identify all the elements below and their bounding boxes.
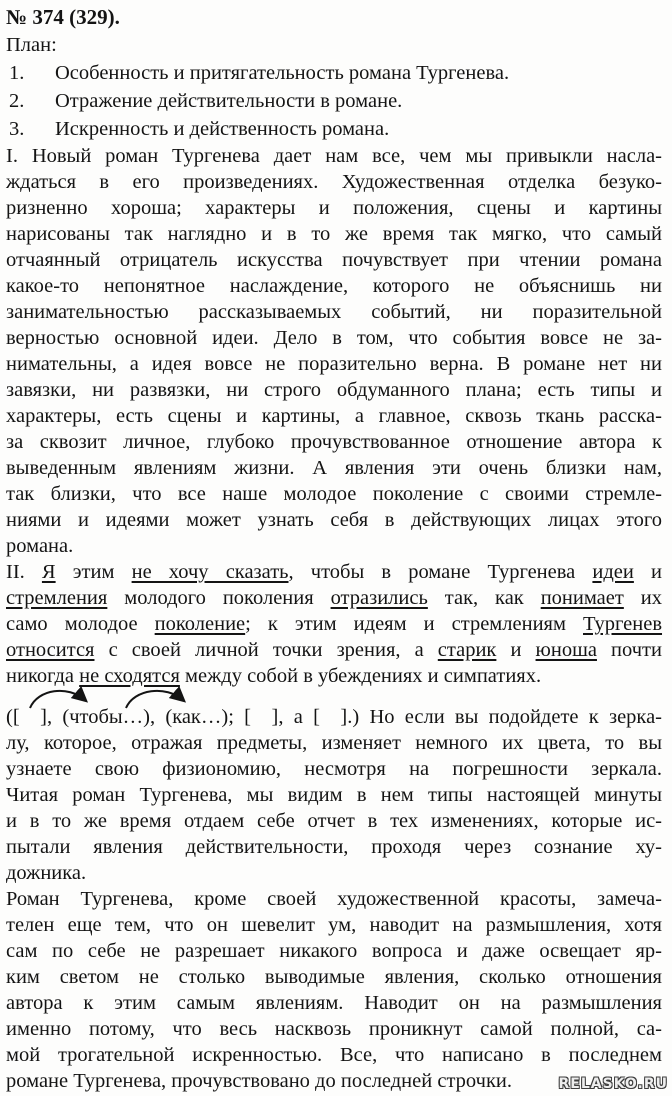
text-segment: никогда: [6, 665, 80, 687]
underlined-word: не сходятся: [79, 665, 180, 687]
text-segment: почти: [596, 639, 662, 661]
text-segment: II.: [6, 561, 42, 583]
text-line: занимательностью рассказываемых событий, ни поразительной: [6, 301, 662, 323]
paragraph-1: [6, 143, 662, 559]
plan-item-number: 2.: [9, 90, 25, 112]
text-line: ждаться в его произведениях. Художественная отделка безуко-: [6, 171, 662, 193]
plan-item-number: 1.: [9, 62, 25, 84]
paragraph-4: [6, 886, 662, 1094]
text-line: выведенным явлениям жизни. А явления эти очень близки нам,: [6, 457, 662, 479]
text-segment: с своей личной точки зрения, а: [94, 639, 438, 661]
text-line: [6, 611, 662, 637]
underlined-word: стремления: [6, 587, 108, 609]
text-segment: ; к этим идеям и стремлениям: [245, 613, 584, 635]
text-line: какое-то непонятное наслаждение, которого не объяснишь ни: [6, 275, 662, 297]
text-line: I. Новый роман Тургенева дает нам все, чем мы привыкли насла-: [6, 145, 662, 167]
sentence-scheme-line: [6, 704, 662, 730]
plan-item-text: Отражение действительности в романе.: [55, 90, 403, 112]
plan-item-text: Искренность и действенность романа.: [55, 118, 390, 140]
plan-item-text: Особенность и притягательность романа Тургенева.: [55, 62, 510, 84]
underlined-word: относится: [6, 639, 95, 661]
text-line: завязки, ни развязки, ни строго обдуманного плана; есть типы и: [6, 379, 662, 401]
text-line: нарисованы так наглядно и в то же время так мягко, что самый: [6, 223, 662, 245]
text-segment: их: [623, 587, 662, 609]
text-line: лу, которое, отражая предметы, изменяет немного их цвета, то вы: [6, 732, 662, 754]
scheme-formula: ([ ], (чтобы…), (как…); [ ], а [ ].): [6, 706, 360, 728]
underlined-word: отразились: [330, 587, 428, 609]
underlined-word: Я: [41, 561, 56, 583]
plan-list: [6, 59, 662, 143]
text-line: [6, 637, 662, 663]
text-line: [6, 559, 662, 585]
text-line: мой трогательной искренностью. Все, что написано в последнем: [6, 1044, 662, 1066]
paragraph-2: [6, 559, 662, 689]
text-line: Роман Тургенева, кроме своей художественной красоты, замеча-: [6, 888, 662, 910]
text-segment: и: [633, 561, 663, 583]
underlined-word: не хочу сказать: [131, 561, 289, 583]
underlined-word: поколение: [154, 613, 246, 635]
scheme-continuation: Но если вы подойдете к зерка-: [359, 706, 663, 728]
text-line: отчаянный отрицатель искусства почувствует при чтении романа: [6, 249, 662, 271]
text-line: за сквозит личное, глубоко прочувствованное отношение автора к: [6, 431, 662, 453]
text-line: романа.: [6, 535, 74, 557]
plan-item-number: 3.: [9, 118, 25, 140]
plan-item: [6, 115, 662, 143]
plan-item: [6, 59, 662, 87]
subordination-arrows-icon: [8, 684, 238, 710]
text-segment: и: [496, 639, 536, 661]
text-line: узнаете свою физиономию, несмотря на погрешности зеркала.: [6, 758, 662, 780]
underlined-word: юноша: [535, 639, 597, 661]
paragraph-3: [6, 730, 662, 886]
watermark: RELASKO.RU: [558, 1076, 668, 1092]
text-segment: само молодое: [6, 613, 155, 635]
text-line: ризненно хороша; характеры и положения, сцены и картины: [6, 197, 662, 219]
text-line: [6, 585, 662, 611]
text-line: дожника.: [6, 862, 87, 884]
text-line: нимательны, а идея вовсе не поразительно верна. В романе нет ни: [6, 353, 662, 375]
underlined-word: понимает: [540, 587, 624, 609]
text-segment: так, как: [427, 587, 541, 609]
text-segment: этим: [55, 561, 132, 583]
text-line: романе Тургенева, прочувствовано до последней строчки.: [6, 1070, 512, 1092]
text-line: автора к этим самым явлениям. Наводит он на размышления: [6, 992, 662, 1014]
underlined-word: Тургенев: [583, 613, 663, 635]
text-line: пытали явления действительности, проходя через сознание ху-: [6, 836, 662, 858]
text-line: ким светом не столько выводимые явления, сколько отношения: [6, 966, 662, 988]
plan-item: [6, 87, 662, 115]
text-line: так близки, что все наше молодое поколение с своими стремле-: [6, 483, 662, 505]
underlined-word: старик: [437, 639, 497, 661]
underlined-word: идеи: [592, 561, 634, 583]
text-segment: , чтобы в романе Тургенева: [288, 561, 593, 583]
plan-label: План:: [6, 34, 57, 56]
text-line: характеры, есть сцены и картины, а главное, сквозь ткань расска-: [6, 405, 662, 427]
text-line: сам по себе не разрешает никакого вопроса и даже освещает яр-: [6, 940, 662, 962]
text-segment: между собой в убеждениях и симпатиях.: [179, 665, 542, 687]
text-line: Читая роман Тургенева, мы видим в нем типы настоящей минуты: [6, 784, 662, 806]
text-segment: молодого поколения: [107, 587, 331, 609]
text-line: телен еще тем, что он шевелит ум, наводит на размышления, хотя: [6, 914, 662, 936]
text-line: ниями и идеями может узнать себя в действующих лицах этого: [6, 509, 662, 531]
text-line: именно потому, что весь насквозь проникнут самой полной, са-: [6, 1018, 662, 1040]
text-line: и в то же время отдаем себе отчет в тех изменениях, которые ис-: [6, 810, 662, 832]
exercise-number: № 374 (329).: [6, 5, 120, 29]
text-line: верностью основной идеи. Дело в том, что события вовсе не за-: [6, 327, 662, 349]
